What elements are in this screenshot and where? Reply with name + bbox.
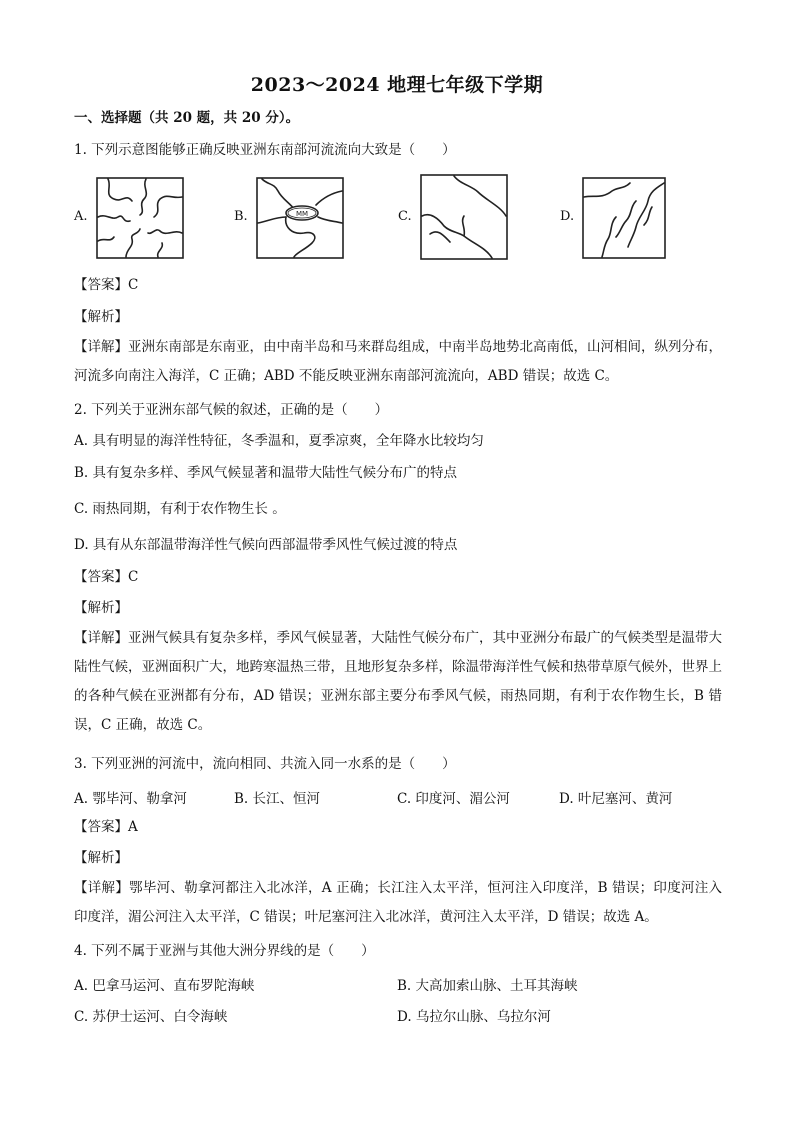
q1-map-a <box>96 177 184 263</box>
q1-stem: 1. 下列示意图能够正确反映亚洲东南部河流流向大致是（ ） <box>74 142 456 158</box>
q2-option-a: A. 具有明显的海洋性特征，冬季温和，夏季凉爽，全年降水比较均匀 <box>74 433 484 449</box>
q3-option-b: B. 长江、恒河 <box>234 791 321 807</box>
section-heading: 一、选择题（共 20 题，共 20 分）。 <box>74 110 300 126</box>
q4-option-b: B. 大高加索山脉、土耳其海峡 <box>397 978 578 994</box>
q1-map-b-lake-label: MM <box>295 210 309 218</box>
q4-option-d: D. 乌拉尔山脉、乌拉尔河 <box>397 1009 551 1025</box>
q3-option-d: D. 叶尼塞河、黄河 <box>559 791 673 807</box>
q1-map-d <box>582 177 666 263</box>
q1-map-b <box>256 177 344 263</box>
q1-option-a-label: A. <box>74 209 88 224</box>
q1-answer: 【答案】C <box>74 277 139 293</box>
q3-answer: 【答案】A <box>74 819 138 835</box>
q1-detail: 【详解】亚洲东南部是东南亚，由中南半岛和马来群岛组成，中南半岛地势北高南低，山河相间，纵列分布，河流多向南注入海洋，C 正确；ABD 不能反映亚洲东南部河流流向，ABD 错误；故选 C。 <box>74 339 722 384</box>
q1-option-b-label: B. <box>234 209 248 224</box>
q2-option-d: D. 具有从东部温带海洋性气候向西部温带季风性气候过渡的特点 <box>74 537 458 553</box>
q3-option-a: A. 鄂毕河、勒拿河 <box>74 791 187 807</box>
q2-option-c: C. 雨热同期，有利于农作物生长 。 <box>74 501 286 517</box>
q4-stem: 4. 下列不属于亚洲与其他大洲分界线的是（ ） <box>74 943 375 959</box>
q2-analysis-heading: 【解析】 <box>74 600 128 616</box>
q3-stem: 3. 下列亚洲的河流中，流向相同、共流入同一水系的是（ ） <box>74 756 456 772</box>
q2-detail: 【详解】亚洲气候具有复杂多样，季风气候显著，大陆性气候分布广，其中亚洲分布最广的气候类型是温带大陆性气候，亚洲面积广大，地跨寒温热三带，且地形复杂多样，除温带海洋性气候和热带草原气候外，世界上的各种气候在亚洲都有分布，AD 错误；亚洲东部主要分布季风气候，雨热同期，有利于农作物生长，B 错误，C 正确，故选 C。 <box>74 630 722 733</box>
q1-map-c <box>420 174 508 264</box>
q2-stem: 2. 下列关于亚洲东部气候的叙述，正确的是（ ） <box>74 402 389 418</box>
page-title: 2023～2024 地理七年级下学期 <box>250 74 544 96</box>
q1-option-d-label: D. <box>560 209 575 224</box>
q3-option-c: C. 印度河、湄公河 <box>397 791 510 807</box>
q2-option-b: B. 具有复杂多样、季风气候显著和温带大陆性气候分布广的特点 <box>74 465 458 481</box>
q4-option-a: A. 巴拿马运河、直布罗陀海峡 <box>74 978 255 994</box>
q3-analysis-heading: 【解析】 <box>74 850 128 866</box>
q4-option-c: C. 苏伊士运河、白令海峡 <box>74 1009 228 1025</box>
q2-answer: 【答案】C <box>74 569 139 585</box>
q1-option-c-label: C. <box>398 209 412 224</box>
q3-detail: 【详解】鄂毕河、勒拿河都注入北冰洋，A 正确；长江注入太平洋，恒河注入印度洋，B 错误；印度河注入印度洋，湄公河注入太平洋，C 错误；叶尼塞河注入北冰洋，黄河注入太平洋，D 错误；故选 A。 <box>74 880 722 925</box>
q1-analysis-heading: 【解析】 <box>74 309 128 325</box>
